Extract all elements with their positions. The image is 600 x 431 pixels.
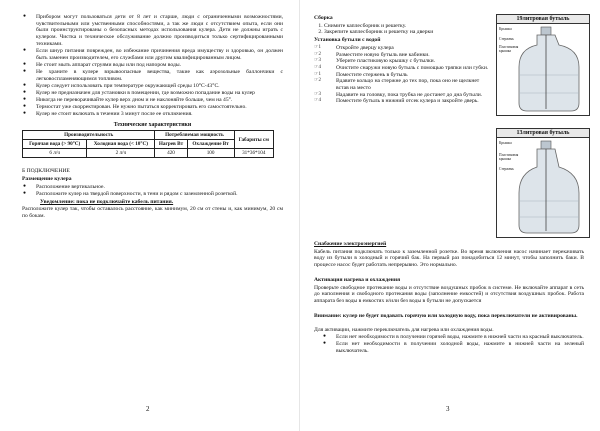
cell: 2 л/ч <box>87 149 155 158</box>
list-item: 1. Снимите каплесборник и решетку. <box>324 23 492 30</box>
table-caption: Технические характеристики <box>113 121 192 128</box>
list-item: ☞4 Очистите снаружи новую бутыль с помощью тряпки или губки. <box>314 64 489 71</box>
list-item: ● Никогда не переворачивайте кулер верх дном и не наклоняйте больше, чем на 45°. <box>22 97 283 104</box>
list-item: ☞4 Поместите бутыль в нижний отсек кулера и закройте дверь. <box>314 98 479 105</box>
list-item: ● Прибором могут пользоваться дети от 8 лет и старше, люди с ограниченными возможностями, чувствительными или умственными способностями, а так же люди с отсутствием опыта, если они были проинструктированы о безопасных методах использования кулера. Дети не должны играть с кулером. Чистка и техническое обслуживание должно производиться только сертифицированными техниками. <box>22 14 283 48</box>
col-dims: Габариты см <box>234 131 274 149</box>
col-performance: Производительность <box>23 131 155 140</box>
col-cool: Охлаждение Вт <box>187 140 234 149</box>
cell: 6 л/ч <box>23 149 87 158</box>
list-item: ● Термостат уже скорректирован. Не нужно пытаться корректировать его самостоятельно. <box>22 104 283 111</box>
col-heat: Нагрев Вт <box>155 140 187 149</box>
list-item: ● Кулер следует использовать при температуре окружающей среды 10°С-43°С. <box>22 83 283 90</box>
lower-text-block <box>314 240 584 355</box>
list-item: ● Если шнур питания поврежден, во избежание причинения вреда имуществу и здоровью, он должен быть заменен производителем, его службами или другим квалифицированным лицом. <box>22 48 283 61</box>
list-item: ☞2 Разместите новую бутыль вне кабинки. <box>314 51 430 58</box>
step-hand-icon: ☞4 <box>314 98 321 104</box>
water-bottle-icon <box>497 137 589 237</box>
figure-label: Пластиковая крышка <box>499 45 519 53</box>
list-item: ● Расположение вертикальное. <box>22 184 283 191</box>
activation-intro: Для активации, нажмите переключатель для нагрева или охлаждения воды. <box>314 327 494 334</box>
page-number: 3 <box>446 405 450 414</box>
list-item: ● Если нет необходимости в получении холодной воды, нажмите в нижней части на зеленый выключатель. <box>322 341 584 354</box>
list-item: ● Не стоит мыть аппарат струями воды или под напором воды. <box>22 62 283 69</box>
figure-title: 19литровая бутыль <box>497 15 589 24</box>
safety-list <box>22 14 283 118</box>
cell: 420 <box>155 149 187 158</box>
table-row <box>23 149 274 158</box>
list-item: ● Не храните в кулере взрывоопасные вещества, такие как аэрозольные баллончики с легковоспламеняющимся топливом. <box>22 69 283 82</box>
page-number: 2 <box>146 405 150 414</box>
col-hot: Горячая вода (> 90°С) <box>23 140 87 149</box>
cell: 31*36*104 <box>234 149 274 158</box>
spec-table <box>22 130 274 158</box>
power-title: Снабжение электроэнергией <box>314 241 387 247</box>
power-paragraph: Кабель питания подключать только к заземленной розетке. Во время включения насос начинает перекачивать воду из бутыли в холодный и горячий бак. На первый раз понадобиться 12 минут, чтобы заполнить баки. В процессе насос будет работать непрерывно. Это нормально. <box>314 248 584 269</box>
warning-text: Внимание: кулер не будет подавать горячую или холодную воду, пока переключатели не активированы. <box>314 312 578 319</box>
figure-label: Крышка <box>499 27 512 31</box>
col-power: Потребляемая мощность <box>155 131 234 140</box>
step-hand-icon: ☞2 <box>314 78 321 84</box>
figure-label: Крышка <box>499 141 512 145</box>
assembly-block <box>314 15 492 105</box>
step-hand-icon: ☞1 <box>314 71 321 77</box>
placement-list <box>22 184 283 198</box>
list-item: ● Расположите кулер на твердой поверхности, в тени и рядом с заземленной розеткой. <box>22 191 283 198</box>
list-item: ☞3 Надавите на головку, пока трубка не достанет до дна бутыли. <box>314 91 483 98</box>
notice: Уведомление: пока не подключайте кабель питания. <box>40 198 174 205</box>
placement-paragraph: Расположите кулер так, чтобы оставалось расстояние, как минимум, 20 см от стены и, как минимум, 20 см по бокам. <box>22 206 283 219</box>
bottle-19l-figure <box>496 14 590 116</box>
step-hand-icon: ☞4 <box>314 64 321 70</box>
step-hand-icon: ☞2 <box>314 51 321 57</box>
figure-label: Стержень <box>499 37 514 41</box>
assembly-title: Сборка <box>314 15 333 21</box>
list-item: ☞1 Поместите стержень в бутыль <box>314 71 408 78</box>
step-hand-icon: ☞3 <box>314 58 321 64</box>
list-item: ● Кулер не предназначен для установки в помещении, где возможно попадание воды на кулер <box>22 90 283 97</box>
activation-title: Активация нагрева и охлаждения <box>314 276 401 283</box>
connection-section <box>22 168 283 219</box>
install-title: Установка бутыли с водой <box>314 37 381 44</box>
figure-label: Стержень <box>499 167 514 171</box>
page-right <box>300 0 600 431</box>
placement-title: Размещение кулера <box>22 176 72 183</box>
col-cold: Холодная вода (< 10°С) <box>87 140 155 149</box>
list-item: ● Если нет необходимости в получении горячей воды, нажмите в нижней части на красный выключатель. <box>322 334 584 341</box>
list-item: ☞2 Вдавите кольцо на стержне до тех пор, пока оно не щелкнет встав на место <box>314 78 480 92</box>
assembly-steps <box>314 23 492 36</box>
list-item: ☞3 Уберите пластиковую крышку с бутылки. <box>314 58 436 65</box>
activation-paragraph: Проверьте свободное протекание воды и отсутствие воздушных пробок в системе. Не включайте аппарат в сеть до наполнения и свободного протекания воды (заполнение емкостей) и отсутствия воздушных пробок. Работа аппарата без воды в емкостях и/или без воды в бутыли не допускается <box>314 284 584 304</box>
list-item: ● Кулер не стоит включать в течении 3 минут после ее отключения. <box>22 111 283 118</box>
activation-list <box>322 334 584 355</box>
install-steps <box>314 45 492 105</box>
step-hand-icon: ☞3 <box>314 91 321 97</box>
bottle-13l-figure <box>496 128 590 238</box>
list-item: ☞1 Откройте дверцу кулера <box>314 44 394 51</box>
figure-label: Пластиковая крышка <box>499 153 519 161</box>
list-item: 2. Закрепите каплесборник и решетку на дверки <box>324 29 492 36</box>
figure-title: 13литровая бутыль <box>497 129 589 138</box>
section-title: Б ПОДКЛЮЧЕНИЕ <box>22 168 70 175</box>
cell: 100 <box>187 149 234 158</box>
step-hand-icon: ☞1 <box>314 44 321 50</box>
